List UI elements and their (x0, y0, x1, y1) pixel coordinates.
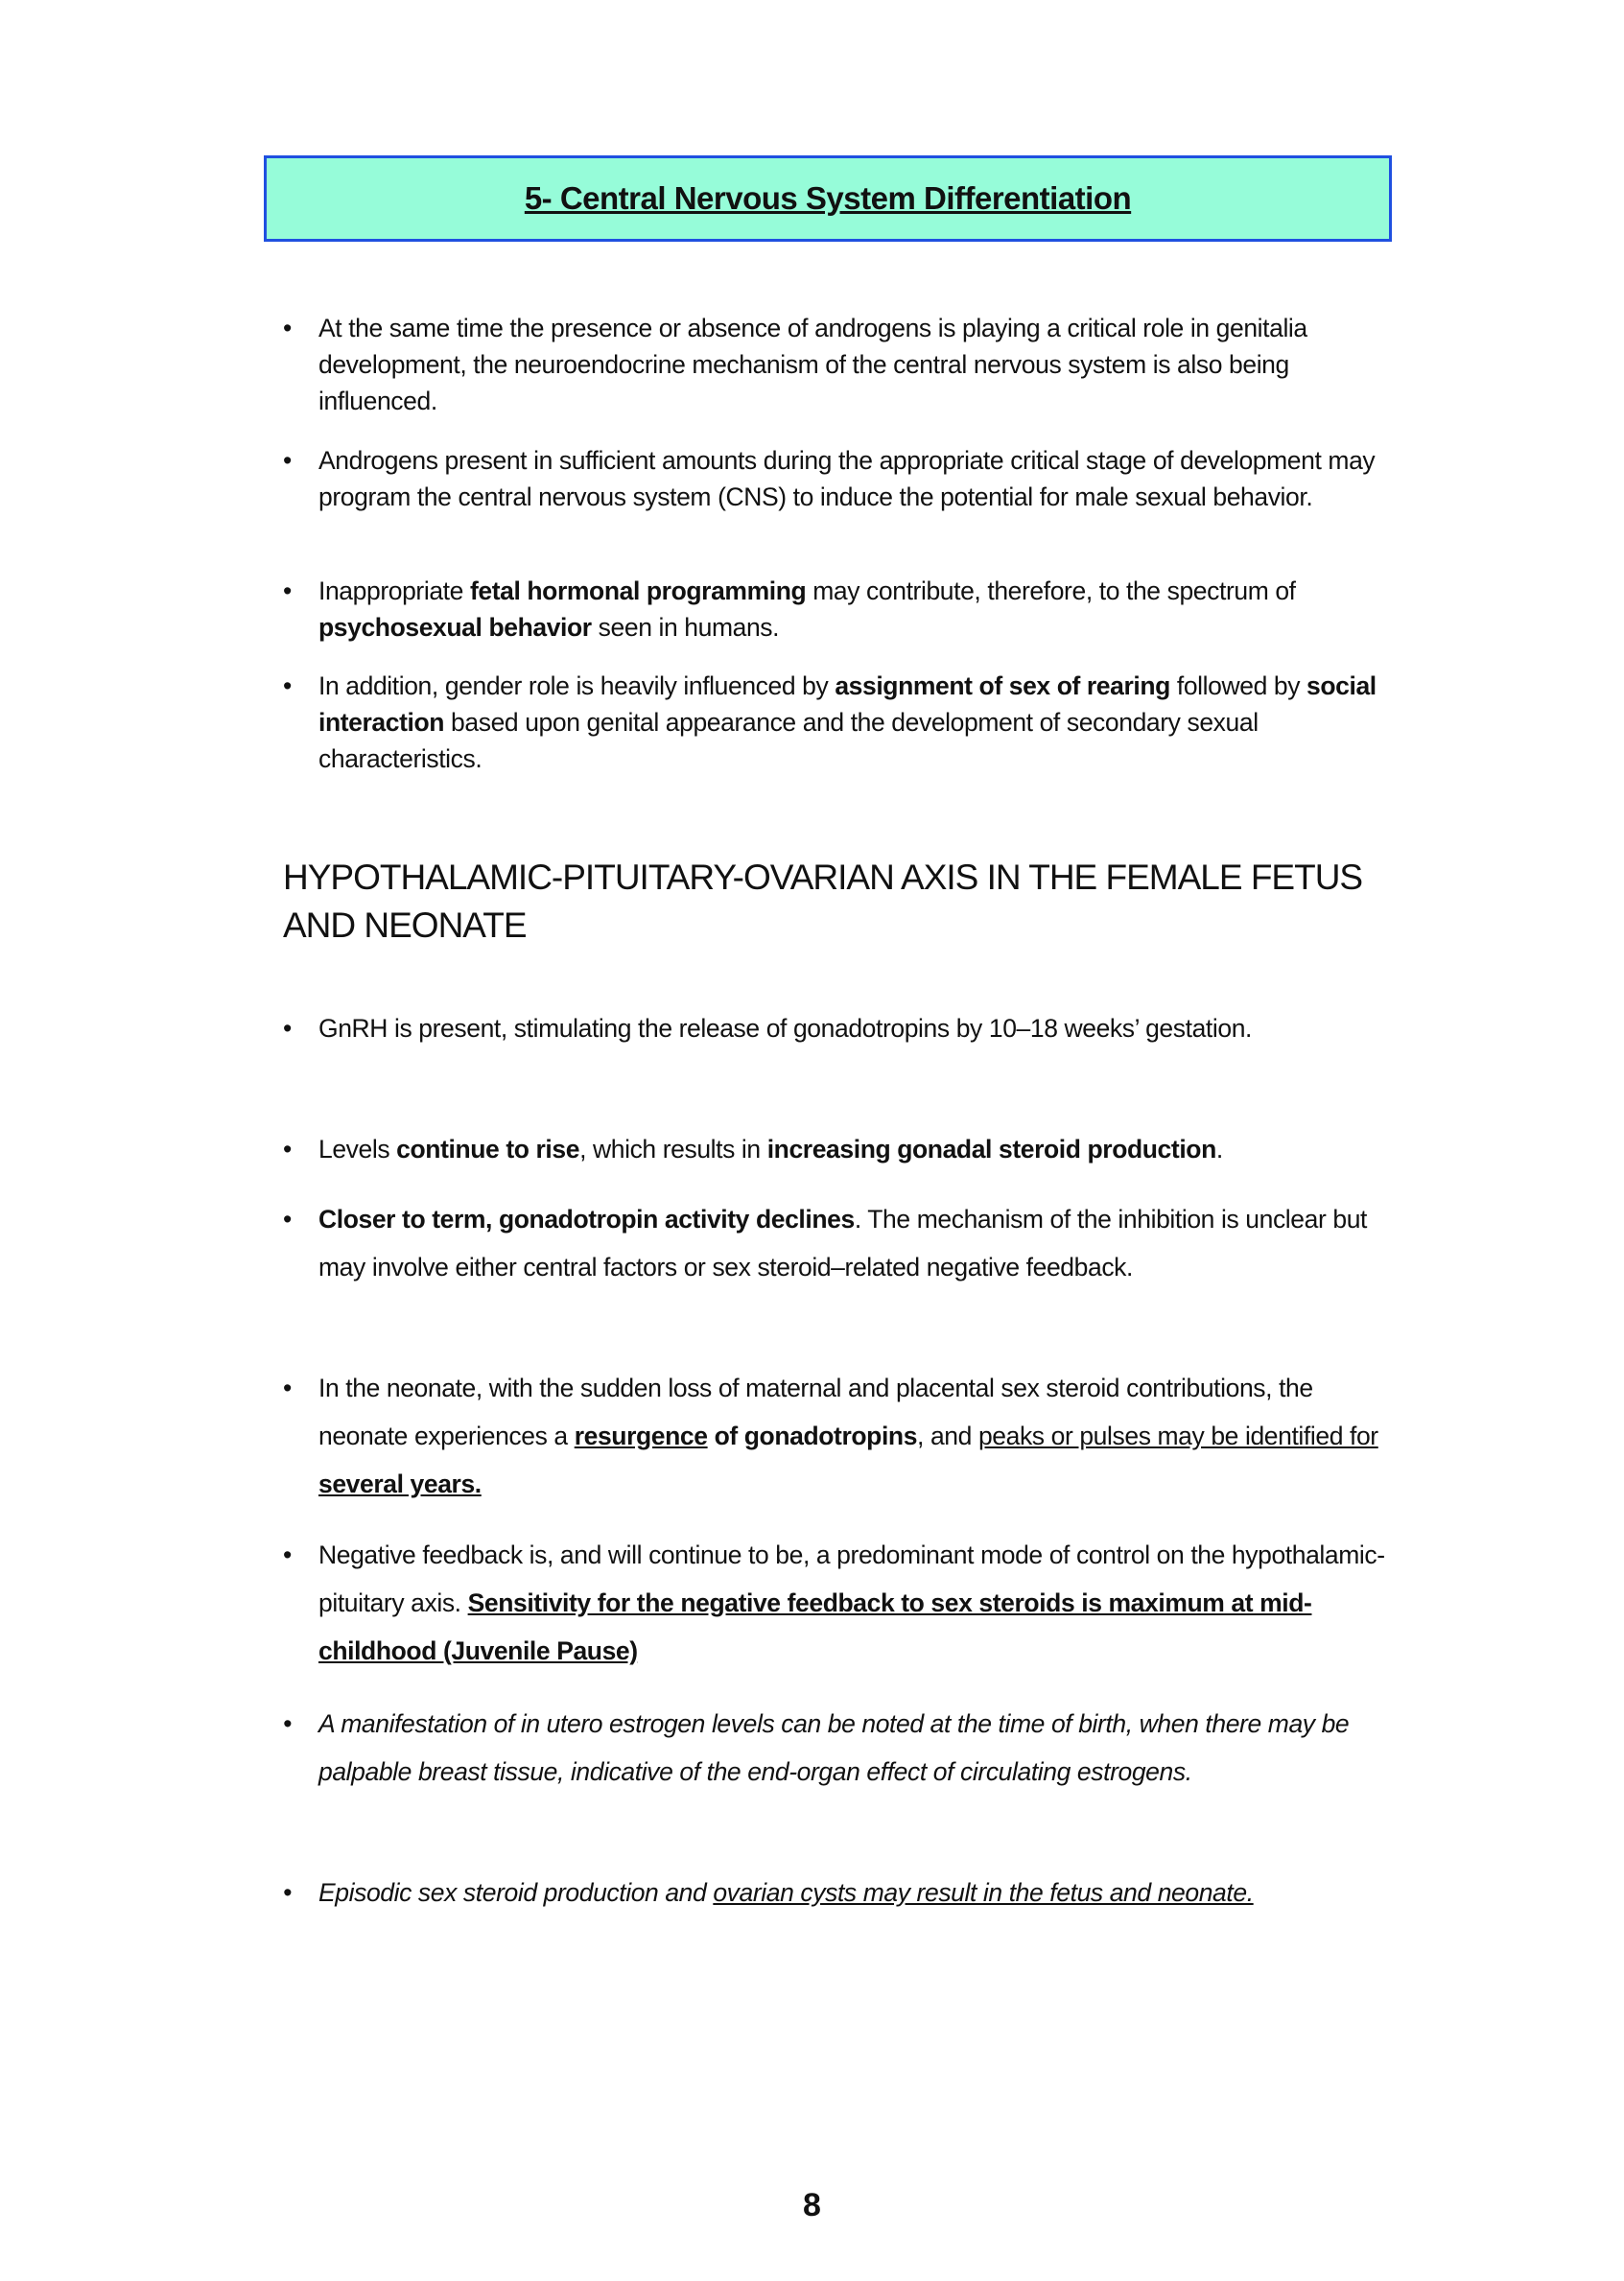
bullet-text: seen in humans. (591, 613, 780, 642)
bullet-item (318, 1531, 1393, 1675)
bold-text: psychosexual behavior (318, 613, 592, 642)
bold-underlined-text: Sensitivity for the negative feedback to sex steroids is maximum at mid-childhood (Juvenile Pause) (318, 1588, 1312, 1665)
page-number: 8 (803, 2187, 821, 2223)
bullet-item (318, 573, 1393, 646)
bullet-text: followed by (1169, 671, 1307, 700)
bullet-text: based upon genital appearance and the development of secondary sexual characteristics. (318, 708, 1259, 773)
section-heading: HYPOTHALAMIC-PITUITARY-OVARIAN AXIS IN THE FEMALE FETUS AND NEONATE (283, 858, 1363, 945)
section-title-box (264, 155, 1392, 242)
bold-text: continue to rise (396, 1135, 580, 1164)
bullet-text (708, 1422, 715, 1450)
bullet-item (318, 1125, 1393, 1173)
bold-text: assignment of sex of rearing (835, 671, 1170, 700)
underlined-text: peaks or pulses may be identified for (977, 1422, 1378, 1450)
bullet-item (318, 668, 1393, 777)
bullet-text: . The mechanism of the inhibition is unclear but may involve either central factors or sex steroid–related negative feedback. (318, 1205, 1367, 1282)
bold-text: of gonadotropins (714, 1422, 918, 1450)
bold-underlined-text: several years. (318, 1470, 482, 1498)
italic-text: Episodic sex steroid production and (318, 1878, 714, 1907)
bullet-text: , and (917, 1422, 978, 1450)
bullet-text: In the neonate, with the sudden loss of maternal and placental sex steroid contributions, the neonate experiences a (318, 1374, 1313, 1450)
section-title: 5- Central Nervous System Differentiation (524, 180, 1132, 216)
bold-text: social interaction (318, 671, 1377, 737)
bold-underlined-text: resurgence (574, 1422, 708, 1450)
italic-text: A manifestation of in utero estrogen levels can be noted at the time of birth, when there may be palpable breast tissue, indicative of the end-organ effect of circulating estrogens. (318, 1709, 1350, 1786)
bullet-text: may contribute, therefore, to the spectrum of (806, 576, 1296, 605)
bullet-item (318, 1364, 1393, 1508)
bullet-item (318, 1004, 1393, 1052)
bullet-text: Negative feedback is, and will continue to be, a predominant mode of control on the hypothalamic-pituitary axis. (318, 1540, 1385, 1617)
bullet-text: . (1215, 1135, 1223, 1164)
bullet-text: Levels (318, 1135, 397, 1164)
underlined-text: ovarian cysts may result in the fetus and neonate. (713, 1878, 1254, 1907)
bullet-text: Androgens present in sufficient amounts during the appropriate critical stage of development may program the central nervous system (CNS) to induce the potential for male sexual behavior. (318, 446, 1376, 511)
bullet-item (318, 1195, 1393, 1291)
bold-text: increasing gonadal steroid production (766, 1135, 1216, 1164)
bold-text: Closer to term, gonadotropin activity declines (318, 1205, 855, 1234)
bullet-item (318, 442, 1393, 515)
bullet-text: GnRH is present, stimulating the release of gonadotropins by 10–18 weeks’ gestation. (318, 1014, 1252, 1043)
bold-text: fetal hormonal programming (469, 576, 807, 605)
bullet-item (318, 310, 1393, 419)
bullet-item (318, 1869, 1393, 1917)
bullet-text: At the same time the presence or absence of androgens is playing a critical role in genitalia development, the neuroendocrine mechanism of the central nervous system is also being influenced. (318, 314, 1307, 415)
bullet-text: , which results in (579, 1135, 767, 1164)
bullet-text: In addition, gender role is heavily influenced by (318, 671, 836, 700)
bullet-text: Inappropriate (318, 576, 470, 605)
bullet-item (318, 1700, 1393, 1796)
